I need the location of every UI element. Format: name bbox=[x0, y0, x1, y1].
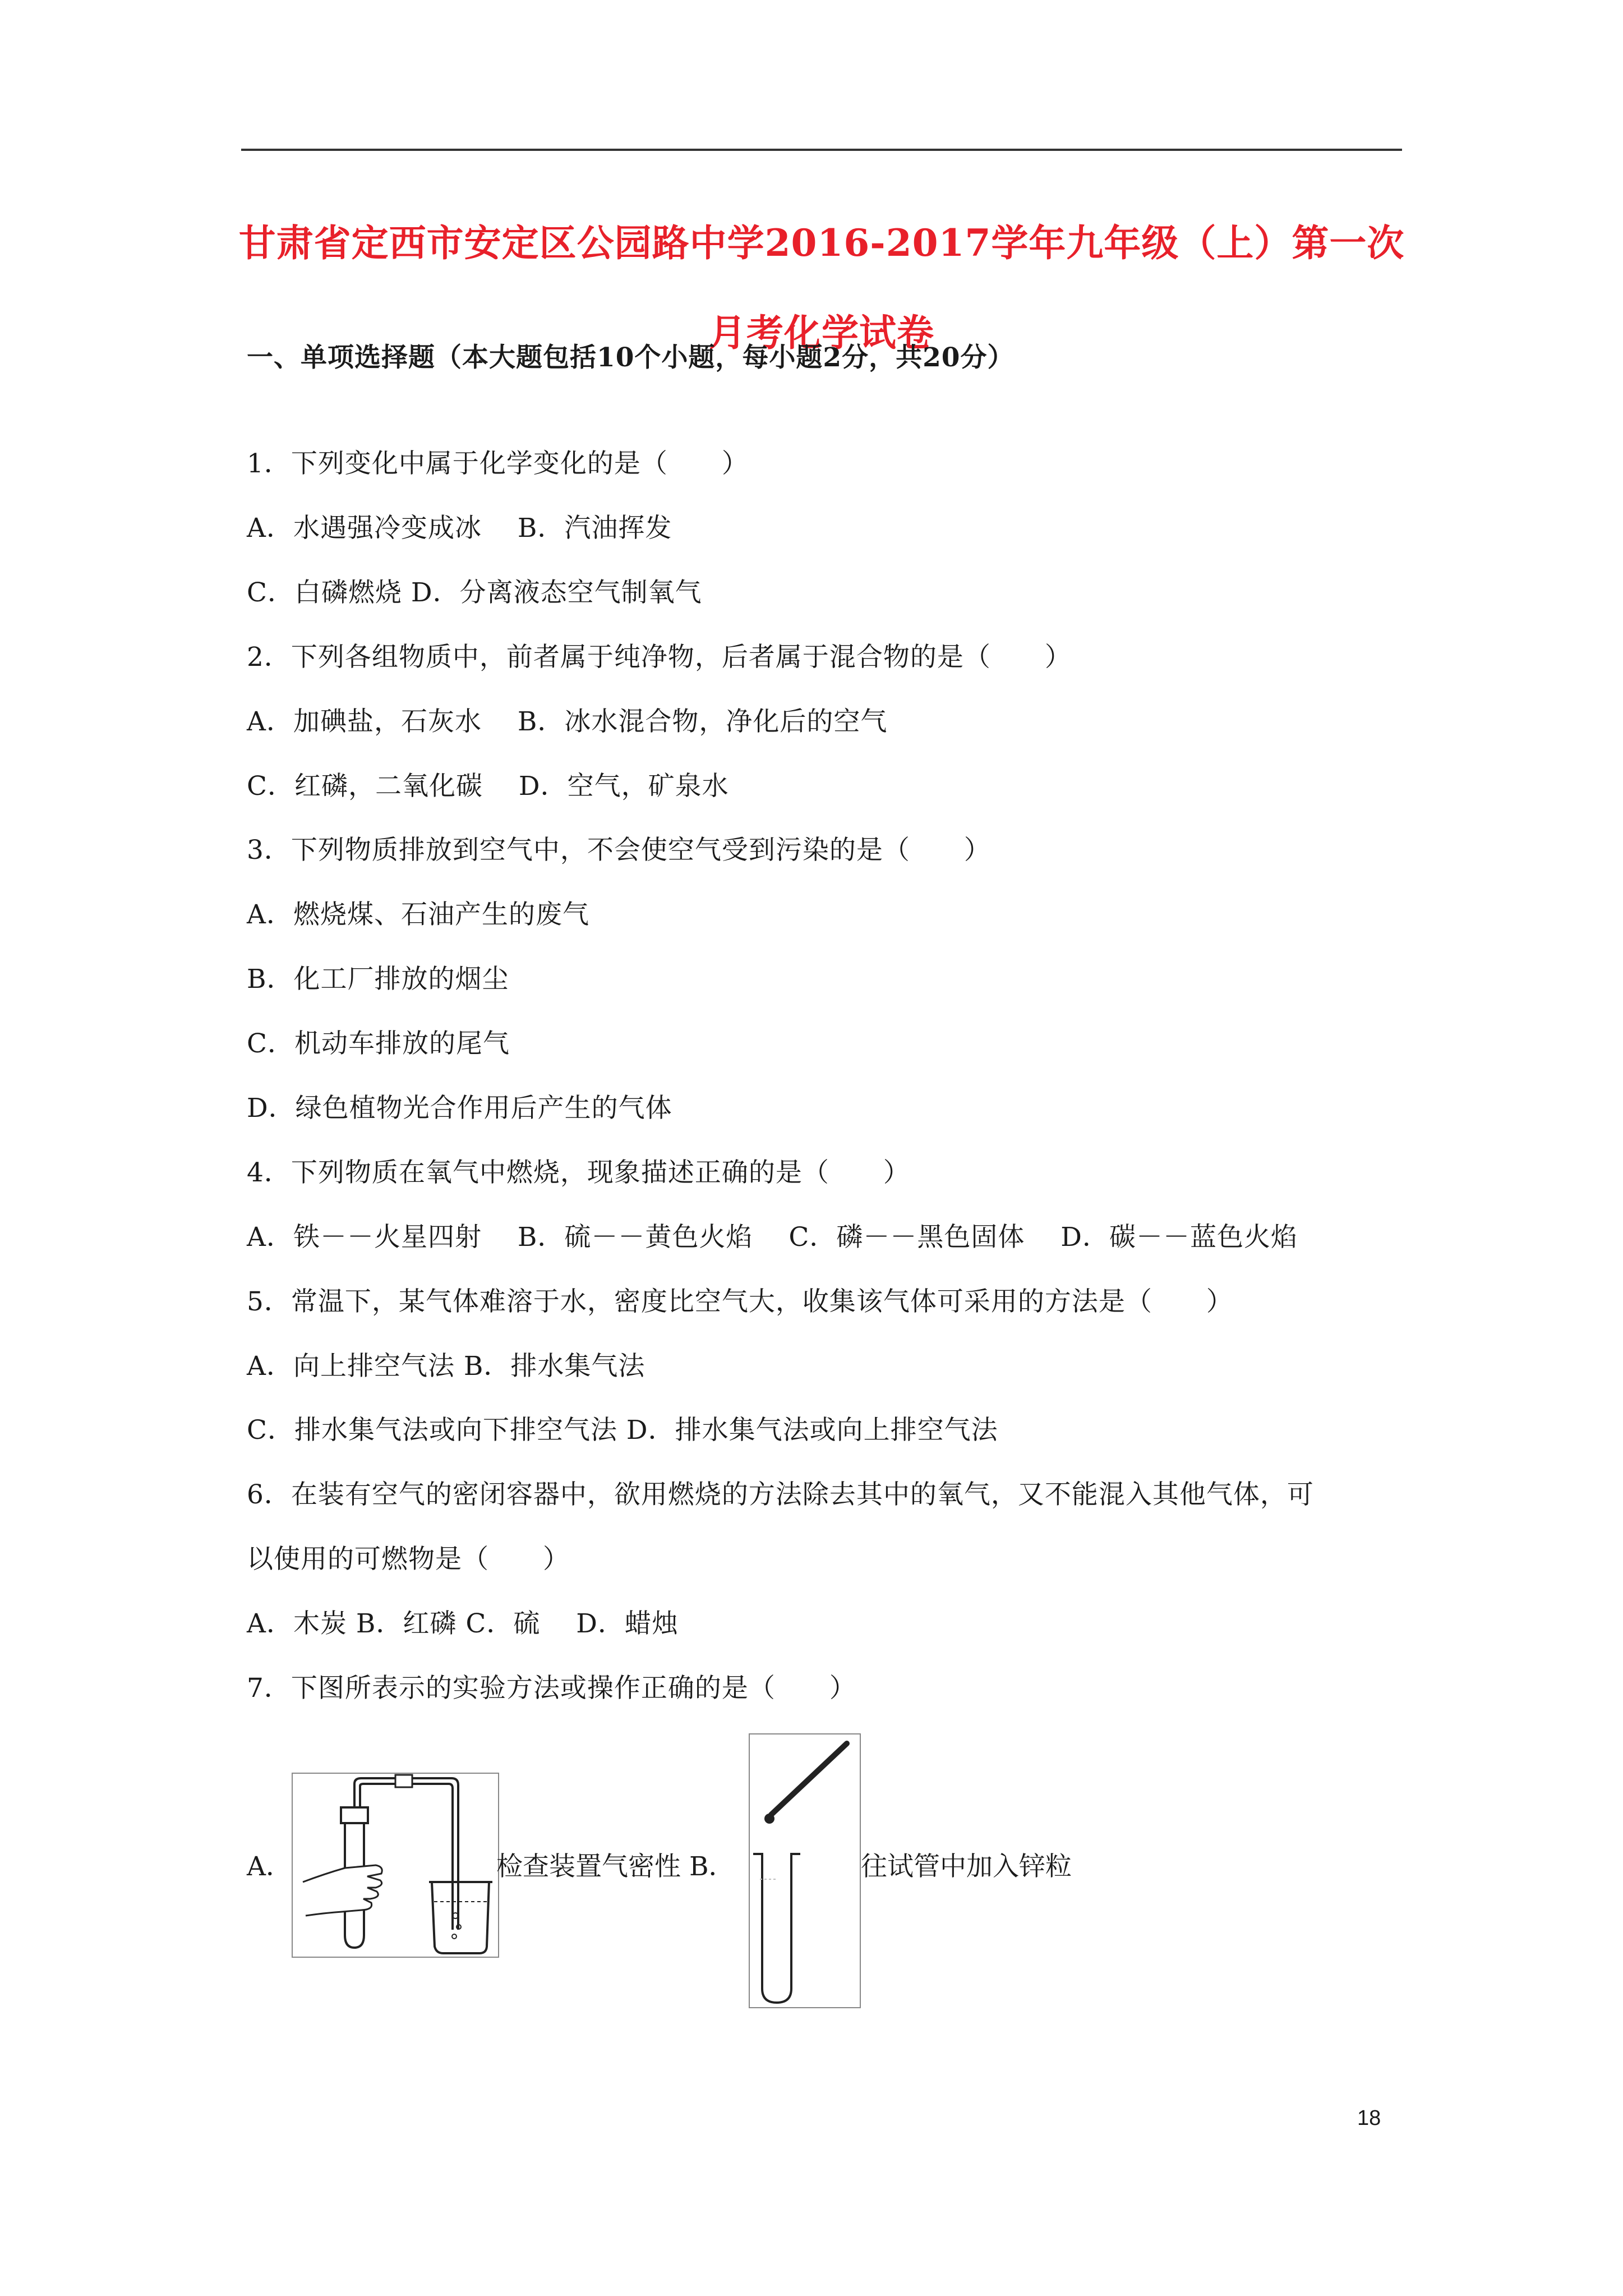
question-1-option-line: C．白磷燃烧 D．分离液态空气制氧气 bbox=[247, 577, 702, 608]
question-7-option-b-text: 往试管中加入锌粒 bbox=[861, 1851, 1072, 1882]
page-number: 18 bbox=[1357, 2106, 1381, 2130]
question-4-option-line: A．铁－－火星四射 B．硫－－黄色火焰 C．磷－－黑色固体 D．碳－－蓝色火焰 bbox=[247, 1222, 1298, 1253]
question-3-option: D．绿色植物光合作用后产生的气体 bbox=[247, 1093, 672, 1124]
question-5-stem: 5．常温下，某气体难溶于水，密度比空气大，收集该气体可采用的方法是（ ） bbox=[247, 1286, 1233, 1317]
question-5-option-line: A．向上排空气法 B．排水集气法 bbox=[247, 1351, 645, 1382]
question-4-stem: 4．下列物质在氧气中燃烧，现象描述正确的是（ ） bbox=[247, 1157, 910, 1188]
question-2-option-line: C．红磷，二氧化碳 D．空气，矿泉水 bbox=[247, 771, 729, 802]
question-6-option-line: A．木炭 B．红磷 C．硫 D．蜡烛 bbox=[247, 1608, 679, 1639]
question-1-option-line: A．水遇强冷变成冰 B．汽油挥发 bbox=[247, 513, 672, 544]
question-6-stem: 6．在装有空气的密闭容器中，欲用燃烧的方法除去其中的氧气，又不能混入其他气体，可 bbox=[247, 1479, 1314, 1510]
question-2-stem: 2．下列各组物质中，前者属于纯净物，后者属于混合物的是（ ） bbox=[247, 642, 1072, 673]
question-7-option-a-text: 检查装置气密性 B． bbox=[496, 1851, 735, 1882]
question-7-option-a-label: A． bbox=[247, 1851, 292, 1882]
airtightness-check-figure bbox=[292, 1773, 499, 1958]
question-3-stem: 3．下列物质排放到空气中，不会使空气受到污染的是（ ） bbox=[247, 835, 991, 866]
question-3-option: A．燃烧煤、石油产生的废气 bbox=[247, 899, 589, 930]
question-3-option: C．机动车排放的尾气 bbox=[247, 1028, 510, 1059]
question-6-stem-cont: 以使用的可燃物是（ ） bbox=[247, 1544, 570, 1575]
header-rule bbox=[241, 149, 1402, 151]
question-5-option-line: C．排水集气法或向下排空气法 D．排水集气法或向上排空气法 bbox=[247, 1415, 998, 1446]
question-1-stem: 1．下列变化中属于化学变化的是（ ） bbox=[247, 448, 749, 479]
question-7-stem: 7．下图所表示的实验方法或操作正确的是（ ） bbox=[247, 1673, 856, 1704]
section-heading: 一、单项选择题（本大题包括10个小题，每小题2分，共20分） bbox=[247, 342, 1015, 373]
zinc-granules-test-tube-figure bbox=[749, 1733, 861, 2008]
question-3-option: B．化工厂排放的烟尘 bbox=[247, 964, 509, 995]
doc-title-line2: 月考化学试卷 bbox=[709, 311, 934, 355]
question-2-option-line: A．加碘盐，石灰水 B．冰水混合物，净化后的空气 bbox=[247, 706, 888, 737]
doc-title-line1: 甘肃省定西市安定区公园路中学2016-2017学年九年级（上）第一次 bbox=[238, 221, 1405, 265]
